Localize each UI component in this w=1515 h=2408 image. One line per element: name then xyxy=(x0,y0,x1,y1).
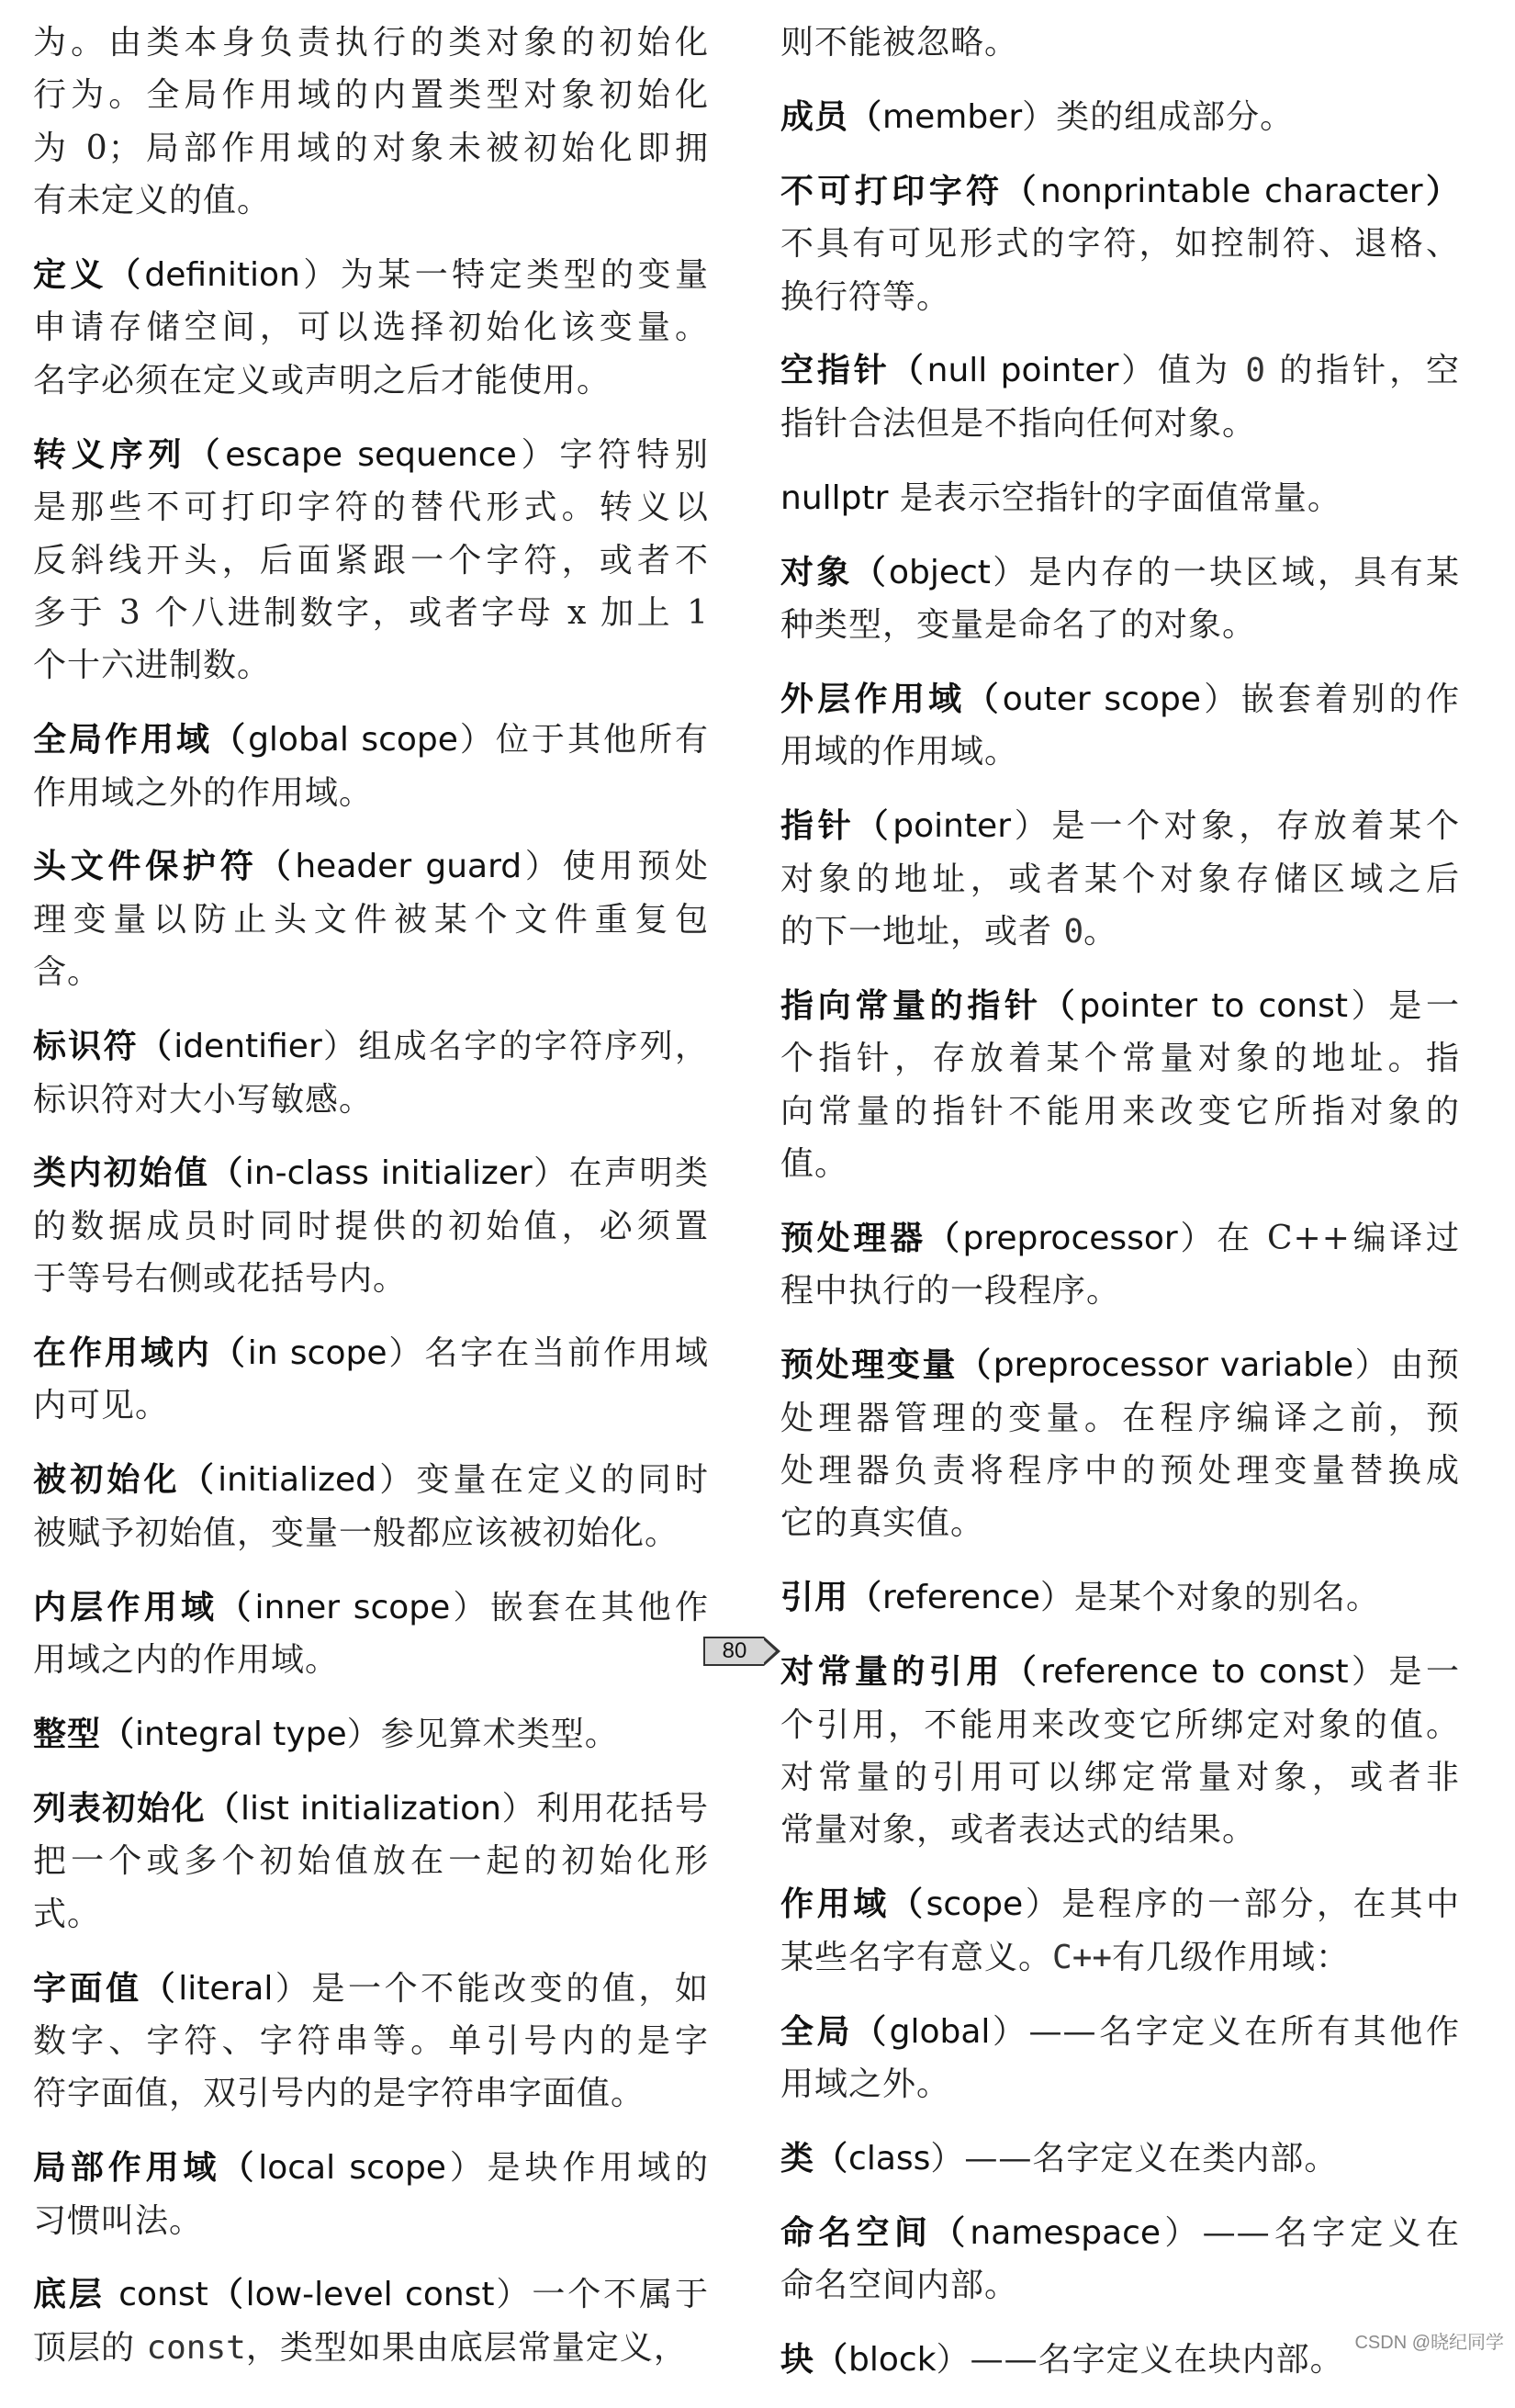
definition-text: 符字面值，双引号内的是字符串字面值。 xyxy=(33,2075,645,2113)
definition-text: ）使用预处 xyxy=(522,848,709,886)
text-line xyxy=(780,673,1460,726)
glossary-entry xyxy=(33,1454,709,1559)
definition-text: ）是块作用域的 xyxy=(445,2149,709,2188)
english-term: global xyxy=(889,2012,991,2051)
definition-text: 则不能被忽略。 xyxy=(780,24,1019,62)
english-term: pointer to const xyxy=(1079,986,1348,1025)
english-term: header guard xyxy=(295,848,522,886)
english-term: block xyxy=(848,2340,937,2379)
english-term: inner scope xyxy=(254,1588,451,1626)
glossary-term: （ xyxy=(212,721,249,760)
definition-text: ，类型如果由底层常量定义， xyxy=(245,2328,688,2367)
english-term: reference to const xyxy=(1040,1653,1349,1692)
text-line xyxy=(33,2067,709,2120)
english-term: nonprintable character xyxy=(1039,172,1423,210)
english-term: const xyxy=(118,2276,208,2314)
glossary-term: （ xyxy=(1003,172,1040,210)
code-text: 0 xyxy=(1245,352,1266,390)
definition-text: 不具有可见形式的字符，如控制符、退格、 xyxy=(780,225,1460,264)
glossary-entry xyxy=(780,546,1460,652)
glossary-term: 指针 xyxy=(780,807,856,846)
text-line xyxy=(780,1931,1460,1984)
text-line xyxy=(33,2268,709,2321)
definition-text: 值。 xyxy=(780,1145,849,1184)
code-text: C++ xyxy=(1052,1938,1113,1976)
glossary-term: （ xyxy=(206,1789,241,1828)
definition-text: 个引用，不能用来改变它所绑定对象的值。 xyxy=(780,1705,1460,1744)
glossary-term: 标识符 xyxy=(33,1028,139,1066)
glossary-term: 预处理器 xyxy=(780,1219,926,1257)
glossary-term: 定义 xyxy=(33,256,107,295)
text-line xyxy=(33,894,709,946)
glossary-term: 对象 xyxy=(780,553,853,591)
definition-text: ）是某个对象的别名。 xyxy=(1039,1579,1380,1617)
text-line xyxy=(33,2015,709,2067)
glossary-term: （ xyxy=(848,1579,883,1617)
glossary-term: 成员 xyxy=(780,97,849,136)
definition-text: 指针合法但是不指向任何对象。 xyxy=(780,404,1257,443)
english-term: pointer xyxy=(892,807,1012,846)
glossary-entry xyxy=(780,472,1460,524)
text-line xyxy=(780,1392,1460,1445)
glossary-entry xyxy=(33,1581,709,1687)
glossary-entry xyxy=(33,714,709,819)
glossary-term: （ xyxy=(814,2139,849,2177)
definition-text: 某些名字有意义。 xyxy=(780,1938,1053,1976)
text-line xyxy=(780,398,1460,450)
text-line xyxy=(33,1147,709,1199)
definition-text: ）字符特别 xyxy=(516,435,709,474)
glossary-term: 对常量的引用 xyxy=(780,1653,1004,1692)
definition-text: 数字、字符、字符串等。单引号内的是字 xyxy=(33,2021,709,2060)
definition-text: ）位于其他所有 xyxy=(457,721,709,760)
definition-text: 有未定义的值。 xyxy=(33,182,272,220)
glossary-term: 类内初始值 xyxy=(33,1154,210,1193)
english-term: outer scope xyxy=(1002,680,1201,718)
definition-text: ）——名字定义在所有其他作 xyxy=(990,2012,1460,2051)
text-line xyxy=(780,853,1460,906)
text-line xyxy=(780,1032,1460,1085)
arrow-right-icon xyxy=(764,1637,780,1666)
glossary-term: （ xyxy=(218,1588,255,1626)
glossary-entry xyxy=(780,1212,1460,1318)
glossary-term: （ xyxy=(1041,986,1080,1025)
glossary-entry xyxy=(780,2207,1460,2312)
glossary-entry xyxy=(33,840,709,998)
english-term: nullptr xyxy=(780,478,889,517)
text-line xyxy=(780,91,1460,143)
glossary-term: （ xyxy=(211,1334,248,1373)
definition-text: 标识符对大小写敏感。 xyxy=(33,1080,374,1119)
definition-text: 为。由类本身负责执行的类对象的初始化 xyxy=(33,24,709,62)
glossary-term: （ xyxy=(186,435,226,474)
glossary-entry xyxy=(33,1147,709,1305)
definition-text: 式。 xyxy=(33,1895,102,1933)
text-line xyxy=(780,1339,1460,1391)
text-line xyxy=(33,1074,709,1126)
definition-text: 常量对象，或者表达式的结果。 xyxy=(780,1811,1257,1850)
text-line xyxy=(33,1783,709,1835)
definition-text: ）利用花括号 xyxy=(500,1789,709,1828)
definition-text: 为 0；局部作用域的对象未被初始化即拥 xyxy=(33,129,709,167)
text-line xyxy=(780,1086,1460,1138)
glossary-term: 全局 xyxy=(780,2012,854,2051)
glossary-term: 局部作用域 xyxy=(33,2149,221,2188)
english-term: null pointer xyxy=(926,352,1119,390)
english-term: in-class initializer xyxy=(244,1154,533,1193)
glossary-term: 命名空间 xyxy=(780,2213,933,2252)
glossary-term: 预处理变量 xyxy=(780,1346,959,1385)
text-line xyxy=(780,1445,1460,1497)
text-line xyxy=(33,354,709,407)
text-line xyxy=(33,639,709,692)
text-line xyxy=(33,2195,709,2247)
glossary-term: 列表初始化 xyxy=(33,1789,207,1828)
definition-text: 的指针，空 xyxy=(1265,352,1460,390)
definition-text: 有几级作用域： xyxy=(1112,1938,1351,1976)
definition-text: ）值为 xyxy=(1118,352,1246,390)
glossary-entry xyxy=(33,249,709,407)
definition-text: 处理器负责将程序中的预处理变量替换成 xyxy=(780,1451,1460,1490)
glossary-term: 字面值 xyxy=(33,1969,142,2008)
glossary-entry xyxy=(780,980,1460,1191)
glossary-term: （ xyxy=(932,2213,971,2252)
english-term: scope xyxy=(926,1885,1024,1924)
definition-text: 的下一地址，或者 xyxy=(780,912,1064,951)
glossary-term: （ xyxy=(958,1346,993,1385)
glossary-term: 在作用域内 xyxy=(33,1334,212,1373)
glossary-entry xyxy=(33,2142,709,2247)
definition-text: ）嵌套在其他作 xyxy=(450,1588,709,1626)
definition-text: ）名字在当前作用域 xyxy=(387,1334,709,1373)
text-line xyxy=(33,2142,709,2194)
glossary-term: 转义序列 xyxy=(33,435,187,474)
text-line xyxy=(33,1888,709,1941)
text-line xyxy=(780,2058,1460,2110)
text-line xyxy=(33,1327,709,1379)
glossary-term: （ xyxy=(814,2340,849,2379)
glossary-term: （ xyxy=(138,1028,174,1066)
definition-text: 的数据成员时同时提供的初始值，必须置 xyxy=(33,1207,709,1245)
definition-text: 对常量的引用可以绑定常量对象，或者非 xyxy=(780,1758,1460,1796)
text-line xyxy=(33,714,709,766)
text-line xyxy=(33,69,709,121)
glossary-term: （ xyxy=(889,1885,926,1924)
glossary-entry xyxy=(780,1878,1460,1984)
definition-text: 理变量以防止头文件被某个文件重复包 xyxy=(33,900,709,939)
text-line xyxy=(33,1020,709,1073)
definition-text: ）——名字定义在类内部。 xyxy=(930,2139,1339,2177)
english-term: preprocessor xyxy=(962,1219,1178,1257)
definition-text: ）是内存的一块区域，具有某 xyxy=(990,553,1460,591)
definition-text: ）——名字定义在块内部。 xyxy=(936,2340,1344,2379)
definition-text: 是表示空指针的字面值常量。 xyxy=(888,478,1341,517)
glossary-term: 头文件保护符 xyxy=(33,848,258,886)
text-line xyxy=(33,1708,709,1761)
text-line xyxy=(780,344,1460,397)
definition-text: 个指针，存放着某个常量对象的地址。指 xyxy=(780,1040,1460,1078)
glossary-entry xyxy=(780,800,1460,958)
text-line xyxy=(780,2207,1460,2259)
definition-text: ）是程序的一部分，在其中 xyxy=(1023,1885,1460,1924)
text-line xyxy=(780,546,1460,599)
definition-text: ）一个不属于 xyxy=(494,2276,709,2314)
text-line xyxy=(780,906,1460,958)
definition-text: ）变量在定义的同时 xyxy=(376,1461,709,1500)
definition-text: ）参见算术类型。 xyxy=(346,1715,619,1753)
text-line xyxy=(33,587,709,639)
definition-text: ）是一 xyxy=(1348,1653,1460,1692)
english-term: integral type xyxy=(135,1715,347,1753)
glossary-term: （ xyxy=(257,848,296,886)
text-line xyxy=(33,840,709,893)
definition-text: 命名空间内部。 xyxy=(780,2267,1019,2305)
text-line xyxy=(780,1804,1460,1856)
english-term: low-level const xyxy=(245,2276,495,2314)
text-line xyxy=(780,726,1460,778)
glossary-term: 底层 xyxy=(33,2276,119,2314)
glossary-entry xyxy=(780,165,1460,323)
text-line xyxy=(33,174,709,227)
definition-text: 。 xyxy=(1083,912,1118,951)
definition-text: ）组成名字的字符序列， xyxy=(321,1028,709,1066)
glossary-term: （ xyxy=(852,553,889,591)
glossary-term: （ xyxy=(180,1461,219,1500)
text-line xyxy=(780,2132,1460,2185)
text-line xyxy=(780,1699,1460,1751)
english-term: global scope xyxy=(248,721,458,760)
definition-text: 内可见。 xyxy=(33,1387,170,1425)
text-line xyxy=(780,1265,1460,1317)
glossary-term: （ xyxy=(208,2276,246,2314)
text-line xyxy=(780,1138,1460,1190)
english-term: literal xyxy=(178,1969,274,2008)
definition-text: 申请存储空间，可以选择初始化该变量。 xyxy=(33,309,709,347)
glossary-term: 全局作用域 xyxy=(33,721,213,760)
text-line xyxy=(33,1963,709,2015)
glossary-term: （ xyxy=(141,1969,179,2008)
glossary-term: 被初始化 xyxy=(33,1461,181,1500)
text-line xyxy=(33,1835,709,1887)
definition-text: ）在 C++编译过 xyxy=(1177,1219,1460,1257)
definition-text: 种类型，变量是命名了的对象。 xyxy=(780,606,1257,645)
page-number-label: 80 xyxy=(703,1637,764,1666)
english-term: escape sequence xyxy=(225,435,517,474)
text-line xyxy=(33,301,709,354)
definition-text: 用域之内的作用域。 xyxy=(33,1641,340,1680)
text-line xyxy=(33,1634,709,1686)
text-line xyxy=(33,946,709,998)
definition-text: ）由预 xyxy=(1353,1346,1460,1385)
glossary-term: 空指针 xyxy=(780,352,891,390)
glossary-entry xyxy=(33,1020,709,1126)
text-line xyxy=(780,2259,1460,2312)
glossary-term: （ xyxy=(853,2012,890,2051)
text-line xyxy=(33,767,709,819)
glossary-term: 外层作用域 xyxy=(780,680,966,718)
definition-text: 处理器管理的变量。在程序编译之前，预 xyxy=(780,1399,1460,1437)
glossary-term: （ xyxy=(101,1715,136,1753)
text-line xyxy=(33,481,709,534)
definition-text: 对象的地址，或者某个对象存储区域之后 xyxy=(780,860,1460,898)
glossary-entry xyxy=(33,1327,709,1433)
english-term: definition xyxy=(144,256,300,295)
text-line xyxy=(33,122,709,174)
glossary-term: 不可打印字符 xyxy=(780,172,1004,210)
definition-text: 含。 xyxy=(33,953,102,992)
text-line xyxy=(780,1212,1460,1265)
text-line xyxy=(33,1253,709,1305)
english-term: member xyxy=(882,97,1023,136)
text-line xyxy=(780,165,1460,218)
glossary-term: （ xyxy=(890,352,927,390)
text-line xyxy=(780,271,1460,323)
text-line xyxy=(33,1454,709,1506)
glossary-entry xyxy=(780,344,1460,450)
glossary-term: （ xyxy=(209,1154,245,1193)
glossary-entry xyxy=(780,91,1460,143)
definition-text: 作用域之外的作用域。 xyxy=(33,773,374,812)
definition-text: 反斜线开头，后面紧跟一个字符，或者不 xyxy=(33,541,709,579)
definition-text: 个十六进制数。 xyxy=(33,647,272,685)
definition-text: 用域之外。 xyxy=(780,2065,951,2103)
glossary-term: 块 xyxy=(780,2340,815,2379)
english-term: identifier xyxy=(174,1028,322,1066)
glossary-entry xyxy=(33,2268,709,2374)
glossary-left-column xyxy=(33,17,709,2396)
code-text: 0 xyxy=(1063,912,1084,951)
definition-text: 把一个或多个初始值放在一起的初始化形 xyxy=(33,1842,709,1881)
glossary-right-column xyxy=(780,17,1460,2408)
glossary-term: 内层作用域 xyxy=(33,1588,219,1626)
text-line xyxy=(780,17,1460,69)
glossary-entry xyxy=(33,429,709,692)
definition-text: 换行符等。 xyxy=(780,277,951,316)
glossary-entry xyxy=(780,1646,1460,1857)
definition-text: ）是一 xyxy=(1347,986,1460,1025)
english-term: object xyxy=(888,553,991,591)
english-term: local scope xyxy=(258,2149,446,2188)
definition-text: 顶层的 xyxy=(33,2328,147,2367)
english-term: reference xyxy=(882,1579,1040,1617)
glossary-entry xyxy=(780,1571,1460,1624)
definition-text: ）在声明类 xyxy=(532,1154,709,1193)
glossary-entry xyxy=(780,1339,1460,1550)
english-term: initialized xyxy=(218,1461,376,1500)
glossary-term: 类 xyxy=(780,2139,815,2177)
glossary-entry xyxy=(780,2132,1460,2185)
page-reference-marker xyxy=(703,1636,786,1667)
definition-text: 用域的作用域。 xyxy=(780,733,1019,771)
glossary-term: （ xyxy=(1003,1653,1041,1692)
definition-text: ）——名字定义在 xyxy=(1161,2213,1460,2252)
text-line xyxy=(780,1497,1460,1549)
text-line xyxy=(33,17,709,69)
english-term: list initialization xyxy=(241,1789,501,1828)
definition-text: 行为。全局作用域的内置类型对象初始化 xyxy=(33,76,709,115)
glossary-term: （ xyxy=(855,807,893,846)
definition-text: ）是一个对象，存放着某个 xyxy=(1011,807,1460,846)
definition-text: 向常量的指针不能用来改变它所指对象的 xyxy=(780,1092,1460,1131)
glossary-entry xyxy=(33,1783,709,1941)
text-line xyxy=(780,1571,1460,1624)
english-term: class xyxy=(848,2139,931,2177)
definition-text: 习惯叫法。 xyxy=(33,2201,204,2240)
text-line xyxy=(33,429,709,481)
glossary-term: （ xyxy=(848,97,883,136)
definition-text: 多于 3 个八进制数字，或者字母 x 加上 1 xyxy=(33,593,709,632)
definition-text: 它的真实值。 xyxy=(780,1504,985,1543)
text-line xyxy=(780,980,1460,1032)
glossary-entry xyxy=(33,1708,709,1761)
text-line xyxy=(780,1878,1460,1930)
text-line xyxy=(33,2322,709,2374)
text-line xyxy=(780,472,1460,524)
glossary-term: 指向常量的指针 xyxy=(780,986,1042,1025)
definition-text: 是那些不可打印字符的替代形式。转义以 xyxy=(33,489,709,527)
definition-text: 于等号右侧或花括号内。 xyxy=(33,1260,408,1299)
glossary-term: 引用 xyxy=(780,1579,849,1617)
glossary-entry xyxy=(780,2006,1460,2111)
definition-text: ）嵌套着别的作 xyxy=(1200,680,1460,718)
text-line xyxy=(33,534,709,587)
code-text: const xyxy=(146,2328,246,2367)
definition-text: 被赋予初始值，变量一般都应该被初始化。 xyxy=(33,1513,679,1552)
text-line xyxy=(780,800,1460,852)
glossary-term: （ xyxy=(107,256,145,295)
definition-text: ）是一个不能改变的值，如 xyxy=(273,1969,709,2008)
english-term: namespace xyxy=(970,2213,1162,2252)
glossary-entry xyxy=(780,17,1460,69)
text-line xyxy=(33,1507,709,1559)
glossary-term: 作用域 xyxy=(780,1885,890,1924)
definition-text: 程中执行的一段程序。 xyxy=(780,1272,1121,1311)
definition-text: 名字必须在定义或声明之后才能使用。 xyxy=(33,361,612,399)
english-term: in scope xyxy=(247,1334,387,1373)
text-line xyxy=(780,218,1460,270)
text-line xyxy=(33,1200,709,1253)
glossary-term: （ xyxy=(926,1219,963,1257)
glossary-term: 整型 xyxy=(33,1715,102,1753)
glossary-term: （ xyxy=(220,2149,259,2188)
definition-text: ）为某一特定类型的变量 xyxy=(299,256,709,295)
text-line xyxy=(33,1581,709,1634)
text-line xyxy=(780,1646,1460,1698)
glossary-term: ） xyxy=(1422,172,1460,210)
text-line xyxy=(780,1751,1460,1804)
glossary-term: （ xyxy=(965,680,1003,718)
definition-text: ）类的组成部分。 xyxy=(1022,97,1295,136)
glossary-entry xyxy=(33,17,709,228)
text-line xyxy=(33,1379,709,1432)
english-term: preprocessor variable xyxy=(993,1346,1354,1385)
text-line xyxy=(780,2006,1460,2058)
watermark: CSDN @晓纪同学 xyxy=(1354,2333,1504,2353)
glossary-entry xyxy=(780,673,1460,779)
glossary-entry xyxy=(33,1963,709,2121)
text-line xyxy=(33,249,709,301)
text-line xyxy=(780,599,1460,651)
